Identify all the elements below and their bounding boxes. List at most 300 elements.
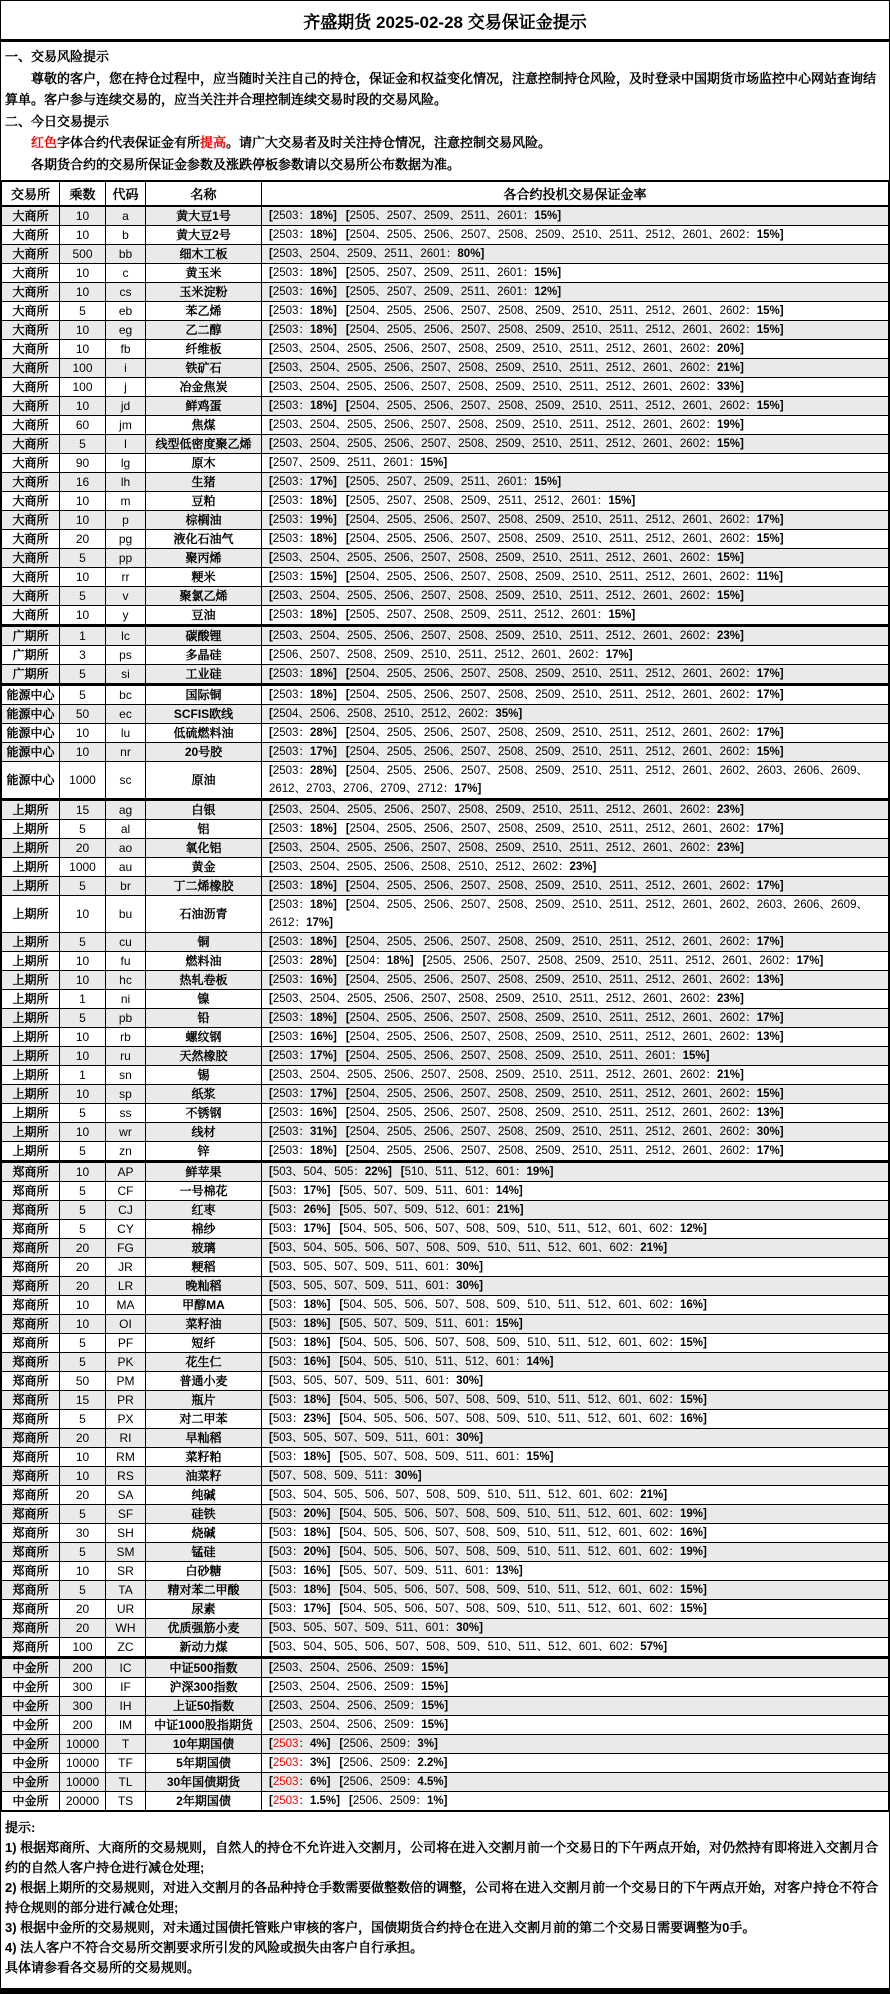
- name-cell: 20号胶: [146, 743, 262, 762]
- footer-notes: [1, 1812, 889, 1988]
- margin-group: [504、505、506、507、508、509、510、511、512、601、602：19%]: [339, 1546, 707, 1558]
- code-cell: sn: [106, 1066, 146, 1085]
- margin-rates-cell: [262, 1524, 889, 1543]
- multiplier-cell: 10: [60, 1296, 106, 1315]
- red-note-line: 红色字体合约代表保证金有所提高。请广大交易者及时关注持仓情况，注意控制交易风险。: [31, 135, 552, 150]
- name-cell: 纤维板: [146, 340, 262, 359]
- code-cell: lu: [106, 724, 146, 743]
- table-row: [2, 359, 889, 378]
- margin-rates-cell: [262, 378, 889, 397]
- name-cell: 石油沥青: [146, 896, 262, 933]
- table-row: [2, 283, 889, 302]
- margin-rates-cell: [262, 1678, 889, 1697]
- margin-group: [2503：19%]: [269, 514, 337, 526]
- exchange-cell: 上期所: [2, 800, 60, 820]
- name-cell: 天然橡胶: [146, 1047, 262, 1066]
- table-row: [2, 511, 889, 530]
- margin-rates-cell: [262, 896, 889, 933]
- exchange-cell: 郑商所: [2, 1258, 60, 1277]
- margin-rates-cell: [262, 1353, 889, 1372]
- code-cell: ao: [106, 839, 146, 858]
- multiplier-cell: 10: [60, 724, 106, 743]
- table-row: [2, 665, 889, 685]
- margin-rates-cell: [262, 1562, 889, 1581]
- table-row: [2, 762, 889, 800]
- margin-group: [2503、2504、2505、2506、2507、2508、2509、2510、2511、2512、2601、2602：15%]: [269, 552, 744, 564]
- name-cell: 甲醇MA: [146, 1296, 262, 1315]
- table-row: [2, 226, 889, 245]
- margin-group: [2503、2504、2506、2509：15%]: [269, 1681, 449, 1693]
- margin-rates-cell: [262, 820, 889, 839]
- exchange-cell: 上期所: [2, 1047, 60, 1066]
- name-cell: 原油: [146, 762, 262, 800]
- name-cell: 不锈钢: [146, 1104, 262, 1123]
- exchange-cell: 大商所: [2, 454, 60, 473]
- multiplier-cell: 10: [60, 971, 106, 990]
- margin-group: [503：23%]: [269, 1413, 331, 1425]
- exchange-cell: 郑商所: [2, 1562, 60, 1581]
- margin-group: [2503：18%]: [269, 1145, 337, 1157]
- margin-group: [505、507、509、511、601：14%]: [339, 1185, 523, 1197]
- name-cell: 丁二烯橡胶: [146, 877, 262, 896]
- exchange-cell: 郑商所: [2, 1600, 60, 1619]
- table-row: [2, 685, 889, 705]
- exchange-cell: 上期所: [2, 858, 60, 877]
- margin-rates-cell: [262, 1638, 889, 1658]
- table-header-row: [2, 181, 889, 206]
- name-cell: 瓶片: [146, 1391, 262, 1410]
- name-cell: 原木: [146, 454, 262, 473]
- margin-rates-cell: [262, 1391, 889, 1410]
- margin-rates-cell: [262, 1123, 889, 1142]
- name-cell: 新动力煤: [146, 1638, 262, 1658]
- margin-group: [505、507、508、509、511、601：15%]: [339, 1451, 554, 1463]
- name-cell: 玉米淀粉: [146, 283, 262, 302]
- table-row: [2, 1028, 889, 1047]
- margin-group: [2506、2507、2508、2509、2510、2511、2512、2601、2602：17%]: [269, 649, 633, 661]
- code-cell: IH: [106, 1697, 146, 1716]
- table-row: [2, 1562, 889, 1581]
- margin-rates-cell: [262, 1448, 889, 1467]
- name-cell: 硅铁: [146, 1505, 262, 1524]
- margin-group: [503：20%]: [269, 1508, 331, 1520]
- margin-group: [503：18%]: [269, 1318, 331, 1330]
- raised-word: 提高: [200, 135, 227, 150]
- margin-group: [503：18%]: [269, 1337, 331, 1349]
- footer-note-3: 3) 根据中金所的交易规则，对未通过国债托管账户审核的客户，国债期货合约持仓在进入交割月前的第二个交易日需要调整为0手。: [5, 1920, 756, 1935]
- multiplier-cell: 1: [60, 626, 106, 646]
- code-cell: RI: [106, 1429, 146, 1448]
- name-cell: 国际铜: [146, 685, 262, 705]
- table-row: [2, 397, 889, 416]
- code-cell: FG: [106, 1239, 146, 1258]
- table-row: [2, 1697, 889, 1716]
- margin-rates-cell: [262, 264, 889, 283]
- name-cell: 线型低密度聚乙烯: [146, 435, 262, 454]
- code-cell: pb: [106, 1009, 146, 1028]
- table-row: [2, 820, 889, 839]
- margin-group: [2504、2505、2506、2507、2508、2509、2510、2511、2512、2601、2602：17%]: [345, 689, 784, 701]
- code-cell: l: [106, 435, 146, 454]
- code-cell: c: [106, 264, 146, 283]
- table-row: [2, 1296, 889, 1315]
- name-cell: 晚籼稻: [146, 1277, 262, 1296]
- margin-group: [2503、2504、2506、2509：15%]: [269, 1719, 449, 1731]
- exchange-cell: 大商所: [2, 511, 60, 530]
- exchange-cell: 郑商所: [2, 1353, 60, 1372]
- code-cell: m: [106, 492, 146, 511]
- multiplier-cell: 15: [60, 1391, 106, 1410]
- table-row: [2, 896, 889, 933]
- exchange-cell: 大商所: [2, 473, 60, 492]
- margin-group: [2504、2505、2506、2507、2508、2509、2510、2511、2512、2601、2602：11%]: [345, 571, 783, 583]
- name-cell: 黄大豆2号: [146, 226, 262, 245]
- code-cell: b: [106, 226, 146, 245]
- table-row: [2, 1638, 889, 1658]
- code-cell: SM: [106, 1543, 146, 1562]
- multiplier-cell: 20000: [60, 1792, 106, 1812]
- code-cell: AP: [106, 1162, 146, 1182]
- exchange-cell: 大商所: [2, 226, 60, 245]
- code-cell: RS: [106, 1467, 146, 1486]
- table-row: [2, 1391, 889, 1410]
- table-row: [2, 705, 889, 724]
- name-cell: 10年期国债: [146, 1735, 262, 1754]
- code-cell: OI: [106, 1315, 146, 1334]
- margin-group: [2504、2505、2506、2507、2508、2509、2510、2511、2512、2601、2602：15%]: [345, 229, 784, 241]
- multiplier-cell: 5: [60, 549, 106, 568]
- code-cell: cs: [106, 283, 146, 302]
- margin-group: [504、505、506、507、508、509、510、511、512、601、602：16%]: [339, 1527, 707, 1539]
- table-row: [2, 1543, 889, 1562]
- margin-rates-cell: [262, 952, 889, 971]
- table-row: [2, 1162, 889, 1182]
- multiplier-cell: 10: [60, 606, 106, 626]
- margin-rates-cell: [262, 1104, 889, 1123]
- table-row: [2, 646, 889, 665]
- code-cell: TF: [106, 1754, 146, 1773]
- margin-group: [2504、2505、2506、2507、2508、2509、2510、2511、2512、2601、2602：15%]: [345, 400, 784, 412]
- margin-group: [2503：6%]: [269, 1776, 331, 1788]
- table-row: [2, 264, 889, 283]
- page-title: 齐盛期货 2025-02-28 交易保证金提示: [1, 1, 889, 42]
- exchange-cell: 郑商所: [2, 1505, 60, 1524]
- multiplier-cell: 10: [60, 1123, 106, 1142]
- margin-rates-cell: [262, 245, 889, 264]
- margin-group: [2503：3%]: [269, 1757, 331, 1769]
- margin-group: [2505、2507、2509、2511、2601：12%]: [345, 286, 562, 298]
- margin-group: [2503、2504、2505、2506、2507、2508、2509、2510、2511、2512、2601、2602：20%]: [269, 343, 744, 355]
- exchange-cell: 上期所: [2, 896, 60, 933]
- exchange-cell: 上期所: [2, 933, 60, 952]
- exchange-cell: 大商所: [2, 549, 60, 568]
- name-cell: 黄金: [146, 858, 262, 877]
- margin-group: [2506、2509：3%]: [339, 1738, 438, 1750]
- multiplier-cell: 5: [60, 587, 106, 606]
- exchange-cell: 郑商所: [2, 1391, 60, 1410]
- code-cell: PM: [106, 1372, 146, 1391]
- multiplier-cell: 10: [60, 492, 106, 511]
- name-cell: 油菜籽: [146, 1467, 262, 1486]
- exchange-cell: 中金所: [2, 1735, 60, 1754]
- code-cell: PF: [106, 1334, 146, 1353]
- margin-group: [2503、2504、2505、2506、2507、2508、2509、2510、2511、2512、2601、2602：21%]: [269, 1069, 744, 1081]
- margin-group: [2503、2504、2505、2506、2508、2510、2512、2602：23%]: [269, 861, 597, 873]
- margin-group: [2503：18%]: [269, 229, 337, 241]
- footer-note-4: 4) 法人客户不符合交易所交割要求所引发的风险或损失由客户自行承担。: [5, 1940, 424, 1955]
- multiplier-cell: 1000: [60, 858, 106, 877]
- code-cell: lh: [106, 473, 146, 492]
- exchange-cell: 能源中心: [2, 705, 60, 724]
- margin-rates-cell: [262, 1581, 889, 1600]
- multiplier-cell: 5: [60, 435, 106, 454]
- margin-rates-cell: [262, 587, 889, 606]
- multiplier-cell: 5: [60, 1142, 106, 1162]
- margin-group: [2503：16%]: [269, 1031, 337, 1043]
- bottom-border-bar: [0, 1988, 890, 1994]
- code-cell: fu: [106, 952, 146, 971]
- code-cell: v: [106, 587, 146, 606]
- margin-rates-cell: [262, 549, 889, 568]
- margin-group: [507、508、509、511：30%]: [269, 1470, 422, 1482]
- margin-rates-cell: [262, 626, 889, 646]
- margin-group: [2504、2506、2508、2510、2512、2602：35%]: [269, 708, 523, 720]
- table-row: [2, 1448, 889, 1467]
- name-cell: 镍: [146, 990, 262, 1009]
- margin-rates-cell: [262, 568, 889, 587]
- table-row: [2, 340, 889, 359]
- table-row: [2, 1524, 889, 1543]
- margin-group: [2504、2505、2506、2507、2508、2509、2510、2511、2512、2601、2602：15%]: [345, 324, 784, 336]
- margin-group: [2503：16%]: [269, 286, 337, 298]
- table-row: [2, 839, 889, 858]
- multiplier-cell: 5: [60, 665, 106, 685]
- name-cell: 沪深300指数: [146, 1678, 262, 1697]
- margin-group: [2504、2505、2506、2507、2508、2509、2510、2511、2512、2601、2602、2603、2606、2609、2612、2703、2706、2709、2712：17%]: [269, 765, 868, 795]
- table-row: [2, 1201, 889, 1220]
- name-cell: 尿素: [146, 1600, 262, 1619]
- multiplier-cell: 5: [60, 1581, 106, 1600]
- margin-group: [2503：18%]: [269, 267, 337, 279]
- margin-group: [2504：18%]: [345, 955, 414, 967]
- table-row: [2, 1505, 889, 1524]
- name-cell: 铝: [146, 820, 262, 839]
- margin-rates-cell: [262, 1410, 889, 1429]
- exchange-cell: 大商所: [2, 568, 60, 587]
- margin-group: [2505、2507、2509、2511、2601：15%]: [345, 210, 562, 222]
- table-row: [2, 1353, 889, 1372]
- margin-group: [504、505、510、511、512、601：14%]: [339, 1356, 554, 1368]
- table-row: [2, 1277, 889, 1296]
- today-section-title: 二、今日交易提示: [5, 113, 110, 129]
- header-margin-rates: 各合约投机交易保证金率: [262, 181, 889, 206]
- exchange-cell: 中金所: [2, 1754, 60, 1773]
- margin-group: [504、505、506、507、508、509、510、511、512、601、602：12%]: [339, 1223, 707, 1235]
- table-row: [2, 1581, 889, 1600]
- margin-group: [2503：18%]: [269, 668, 337, 680]
- margin-rates-cell: [262, 1315, 889, 1334]
- name-cell: 白砂糖: [146, 1562, 262, 1581]
- code-cell: RM: [106, 1448, 146, 1467]
- table-row: [2, 1182, 889, 1201]
- exchange-cell: 上期所: [2, 820, 60, 839]
- multiplier-cell: 1: [60, 1066, 106, 1085]
- table-row: [2, 378, 889, 397]
- margin-group: [503：18%]: [269, 1394, 331, 1406]
- code-cell: MA: [106, 1296, 146, 1315]
- margin-group: [2506、2509：4.5%]: [339, 1776, 448, 1788]
- multiplier-cell: 10: [60, 226, 106, 245]
- table-row: [2, 1372, 889, 1391]
- margin-group: [505、507、509、512、601：21%]: [339, 1204, 524, 1216]
- exchange-cell: 郑商所: [2, 1410, 60, 1429]
- margin-group: [2505、2507、2509、2511、2601：15%]: [345, 476, 562, 488]
- code-cell: ss: [106, 1104, 146, 1123]
- code-cell: br: [106, 877, 146, 896]
- name-cell: 铅: [146, 1009, 262, 1028]
- margin-group: [2506、2509：1%]: [349, 1795, 448, 1807]
- table-row: [2, 877, 889, 896]
- exchange-cell: 郑商所: [2, 1638, 60, 1658]
- table-row: [2, 245, 889, 264]
- table-row: [2, 1600, 889, 1619]
- exchange-cell: 郑商所: [2, 1162, 60, 1182]
- margin-rates-cell: [262, 990, 889, 1009]
- code-cell: SH: [106, 1524, 146, 1543]
- name-cell: 豆油: [146, 606, 262, 626]
- margin-rates-cell: [262, 1201, 889, 1220]
- multiplier-cell: 5: [60, 1009, 106, 1028]
- margin-group: [2503：17%]: [269, 476, 337, 488]
- exchange-cell: 上期所: [2, 1142, 60, 1162]
- margin-rates-cell: [262, 1619, 889, 1638]
- margin-group: [2505、2507、2508、2509、2511、2512、2601：15%]: [345, 609, 636, 621]
- exchange-cell: 上期所: [2, 1066, 60, 1085]
- exchange-cell: 中金所: [2, 1716, 60, 1735]
- margin-group: [2503、2504、2506、2509：15%]: [269, 1662, 449, 1674]
- multiplier-cell: 5: [60, 1182, 106, 1201]
- exchange-cell: 郑商所: [2, 1334, 60, 1353]
- multiplier-cell: 10: [60, 1162, 106, 1182]
- name-cell: 30年国债期货: [146, 1773, 262, 1792]
- multiplier-cell: 10: [60, 952, 106, 971]
- code-cell: bu: [106, 896, 146, 933]
- exchange-cell: 郑商所: [2, 1372, 60, 1391]
- margin-rates-cell: [262, 1258, 889, 1277]
- exchange-cell: 中金所: [2, 1658, 60, 1678]
- table-row: [2, 1239, 889, 1258]
- margin-group: [510、511、512、601：19%]: [400, 1166, 554, 1178]
- code-cell: pg: [106, 530, 146, 549]
- code-cell: p: [106, 511, 146, 530]
- margin-group: [2503：28%]: [269, 955, 337, 967]
- name-cell: 铜: [146, 933, 262, 952]
- exchange-cell: 能源中心: [2, 724, 60, 743]
- margin-group: [2503：18%]: [269, 936, 337, 948]
- code-cell: ru: [106, 1047, 146, 1066]
- margin-group: [2503、2504、2505、2506、2507、2508、2509、2510、2511、2512、2601、2602：23%]: [269, 804, 744, 816]
- margin-rates-cell: [262, 839, 889, 858]
- code-cell: CF: [106, 1182, 146, 1201]
- code-cell: ag: [106, 800, 146, 820]
- multiplier-cell: 10: [60, 511, 106, 530]
- multiplier-cell: 10: [60, 1085, 106, 1104]
- margin-rates-cell: [262, 302, 889, 321]
- name-cell: 锡: [146, 1066, 262, 1085]
- margin-group: [2503、2504、2505、2506、2507、2508、2509、2510、2511、2512、2601、2602：33%]: [269, 381, 744, 393]
- table-row: [2, 206, 889, 226]
- multiplier-cell: 5: [60, 933, 106, 952]
- margin-rates-cell: [262, 1296, 889, 1315]
- table-row: [2, 743, 889, 762]
- code-cell: sp: [106, 1085, 146, 1104]
- multiplier-cell: 90: [60, 454, 106, 473]
- multiplier-cell: 5: [60, 1410, 106, 1429]
- table-row: [2, 606, 889, 626]
- margin-group: [503：17%]: [269, 1185, 331, 1197]
- multiplier-cell: 10: [60, 1562, 106, 1581]
- margin-rates-cell: [262, 321, 889, 340]
- margin-group: [2505、2507、2508、2509、2511、2512、2601：15%]: [345, 495, 636, 507]
- name-cell: 普通小麦: [146, 1372, 262, 1391]
- exchange-cell: 上期所: [2, 1028, 60, 1047]
- exchange-cell: 郑商所: [2, 1467, 60, 1486]
- margin-group: [2506、2509：2.2%]: [339, 1757, 448, 1769]
- code-cell: fb: [106, 340, 146, 359]
- exchange-cell: 上期所: [2, 1123, 60, 1142]
- exchange-cell: 上期所: [2, 877, 60, 896]
- exchange-cell: 大商所: [2, 245, 60, 264]
- code-cell: T: [106, 1735, 146, 1754]
- margin-rates-cell: [262, 1658, 889, 1678]
- margin-rates-cell: [262, 971, 889, 990]
- multiplier-cell: 100: [60, 1638, 106, 1658]
- exchange-cell: 能源中心: [2, 743, 60, 762]
- multiplier-cell: 10000: [60, 1754, 106, 1773]
- exchange-cell: 上期所: [2, 952, 60, 971]
- table-row: [2, 952, 889, 971]
- name-cell: 聚氯乙烯: [146, 587, 262, 606]
- multiplier-cell: 5: [60, 1505, 106, 1524]
- code-cell: PK: [106, 1353, 146, 1372]
- multiplier-cell: 5: [60, 877, 106, 896]
- header-exchange: 交易所: [2, 181, 60, 206]
- margin-group: [2503：18%]: [269, 689, 337, 701]
- margin-group: [503、505、507、509、511、601：30%]: [269, 1375, 483, 1387]
- header-name: 名称: [146, 181, 262, 206]
- code-cell: j: [106, 378, 146, 397]
- margin-group: [503：16%]: [269, 1565, 331, 1577]
- margin-group: [503、504、505：22%]: [269, 1166, 392, 1178]
- margin-group: [503、505、507、509、511、601：30%]: [269, 1261, 483, 1273]
- multiplier-cell: 10000: [60, 1773, 106, 1792]
- name-cell: 线材: [146, 1123, 262, 1142]
- name-cell: 棕榈油: [146, 511, 262, 530]
- exchange-cell: 能源中心: [2, 762, 60, 800]
- name-cell: 锰硅: [146, 1543, 262, 1562]
- margin-rates-cell: [262, 1429, 889, 1448]
- multiplier-cell: 10: [60, 206, 106, 226]
- name-cell: 热轧卷板: [146, 971, 262, 990]
- exchange-cell: 大商所: [2, 397, 60, 416]
- table-row: [2, 1754, 889, 1773]
- margin-rates-cell: [262, 1773, 889, 1792]
- code-cell: zn: [106, 1142, 146, 1162]
- margin-rates-cell: [262, 665, 889, 685]
- code-cell: al: [106, 820, 146, 839]
- table-row: [2, 1735, 889, 1754]
- code-cell: TS: [106, 1792, 146, 1812]
